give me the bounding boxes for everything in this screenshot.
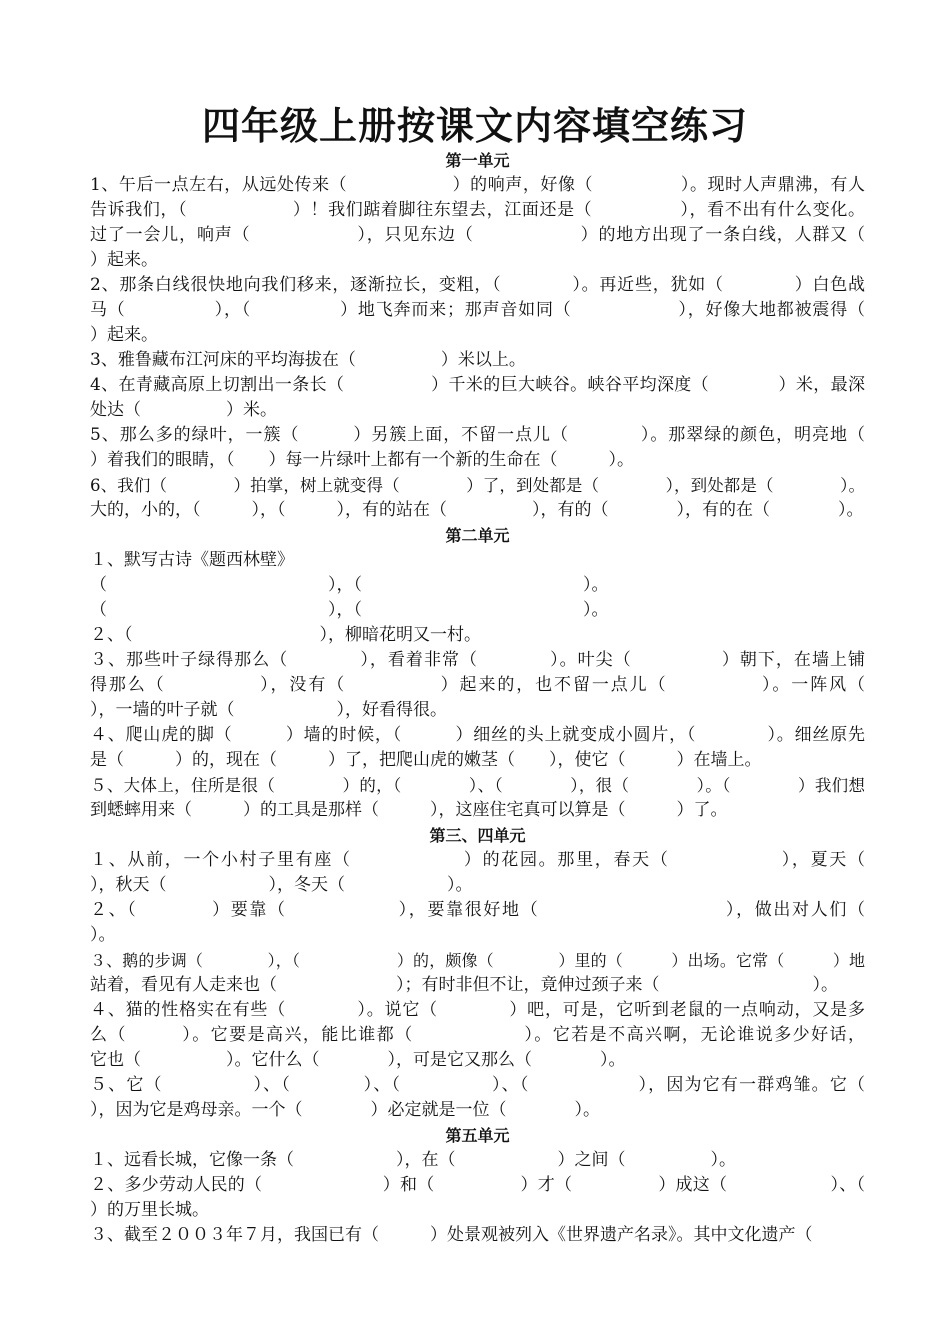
section-heading: 第五单元 xyxy=(445,1126,510,1145)
question-line: ４、猫的性格实在有些（ ）。说它（ ）吧，可是，它听到老鼠的一点响动，又是多 xyxy=(90,1000,865,1020)
question-line: ３、那些叶子绿得那么（ ），看着非常（ ）。叶尖（ ）朝下，在墙上铺 xyxy=(90,650,865,670)
question-line: ），一墙的叶子就（ ），好看得很。 xyxy=(90,700,447,720)
question-line: ）起来。 xyxy=(90,250,158,270)
question-line: 处达（ ）米。 xyxy=(90,400,277,420)
question-line: ２、多少劳动人民的（ ）和（ ）才（ ）成这（ ）、（ xyxy=(90,1175,865,1195)
question-line: ３、截至２００３年７月，我国已有（ ）处景观被列入《世界遗产名录》。其中文化遗产（ xyxy=(90,1225,813,1245)
question-line: 1、午后一点左右，从远处传来（ ）的响声，好像（ ）。现时人声鼎沸，有人 xyxy=(90,175,865,195)
question-line: １、从前，一个小村子里有座（ ）的花园。那里，春天（ ），夏天（ xyxy=(90,850,865,870)
section-heading: 第三、四单元 xyxy=(429,826,526,845)
question-line: ）。 xyxy=(90,925,116,945)
question-line: ），因为它是鸡母亲。一个（ ）必定就是一位（ ）。 xyxy=(90,1100,600,1120)
question-line: 到蟋蟀用来（ ）的工具是那样（ ），这座住宅真可以算是（ ）了。 xyxy=(90,800,728,820)
question-line: ５、大体上，住所是很（ ）的，（ ）、（ ），很（ ）。（ ）我们想 xyxy=(90,776,865,795)
question-line: １、远看长城，它像一条（ ），在（ ）之间（ ）。 xyxy=(90,1150,736,1170)
section-heading: 第二单元 xyxy=(445,526,510,545)
question-line: ２、（ ），柳暗花明又一村。 xyxy=(90,625,481,645)
question-line: 它也（ ）。它什么（ ），可是它又那么（ ）。 xyxy=(90,1050,626,1070)
question-line: 5、那么多的绿叶，一簇（ ）另簇上面，不留一点儿（ ）。那翠绿的颜色，明亮地（ xyxy=(90,425,865,445)
question-line: 3、雅鲁藏布江河床的平均海拔在（ ）米以上。 xyxy=(90,350,526,370)
question-line: 4、在青藏高原上切割出一条长（ ）千米的巨大峡谷。峡谷平均深度（ ）米，最深 xyxy=(90,375,865,395)
question-line: 过了一会儿，响声（ ），只见东边（ ）的地方出现了一条白线，人群又（ xyxy=(90,225,865,245)
question-line: ），秋天（ ），冬天（ ）。 xyxy=(90,875,473,895)
worksheet-body xyxy=(90,148,865,1248)
question-line: ）的万里长城。 xyxy=(90,1200,209,1220)
question-line: 马（ ），（ ）地飞奔而来；那声音如同（ ），好像大地都被震得（ xyxy=(90,300,865,320)
question-line: ２、（ ）要靠（ ），要靠很好地（ ），做出对人们（ xyxy=(90,900,865,920)
question-line: １、默写古诗《题西林壁》 xyxy=(90,550,294,570)
question-line: 告诉我们，（ ）！我们踮着脚往东望去，江面还是（ ），看不出有什么变化。 xyxy=(90,200,865,220)
question-line: 么（ ）。它要是高兴，能比谁都（ ）。它若是不高兴啊，无论谁说多少好话， xyxy=(90,1025,865,1045)
question-line: 6、我们（ ）拍掌，树上就变得（ ）了，到处都是（ ），到处都是（ ）。 xyxy=(90,476,865,495)
question-line: 2、那条白线很快地向我们移来，逐渐拉长，变粗，（ ）。再近些，犹如（ ）白色战 xyxy=(90,275,865,295)
question-line: ）着我们的眼睛，（ ）每一片绿叶上都有一个新的生命在（ ）。 xyxy=(90,450,634,470)
question-line: 得那么（ ），没有（ ）起来的，也不留一点儿（ ）。一阵风（ xyxy=(90,675,865,695)
question-line: ５、它（ ）、（ ）、（ ）、（ ），因为它有一群鸡雏。它（ xyxy=(90,1075,865,1095)
question-line: ３、鹅的步调（ ），（ ）的，颇像（ ）里的（ ）出场。它常（ ）地 xyxy=(90,951,865,970)
question-line: ）起来。 xyxy=(90,325,158,345)
question-line: 站着，看见有人走来也（ ）；有时非但不让，竟伸过颈子来（ ）。 xyxy=(90,975,838,995)
question-line: 是（ ）的，现在（ ）了，把爬山虎的嫩茎（ ），使它（ ）在墙上。 xyxy=(90,750,762,770)
question-line: （ ），（ ）。 xyxy=(90,600,609,620)
question-line: 大的，小的，（ ），（ ），有的站在（ ），有的（ ），有的在（ ）。 xyxy=(90,500,864,520)
page-title: 四年级上册按课文内容填空练习 xyxy=(201,104,748,148)
section-heading: 第一单元 xyxy=(445,151,510,170)
question-line: （ ），（ ）。 xyxy=(90,575,609,595)
question-line: ４、爬山虎的脚（ ）墙的时候，（ ）细丝的头上就变成小圆片，（ ）。细丝原先 xyxy=(90,725,865,745)
